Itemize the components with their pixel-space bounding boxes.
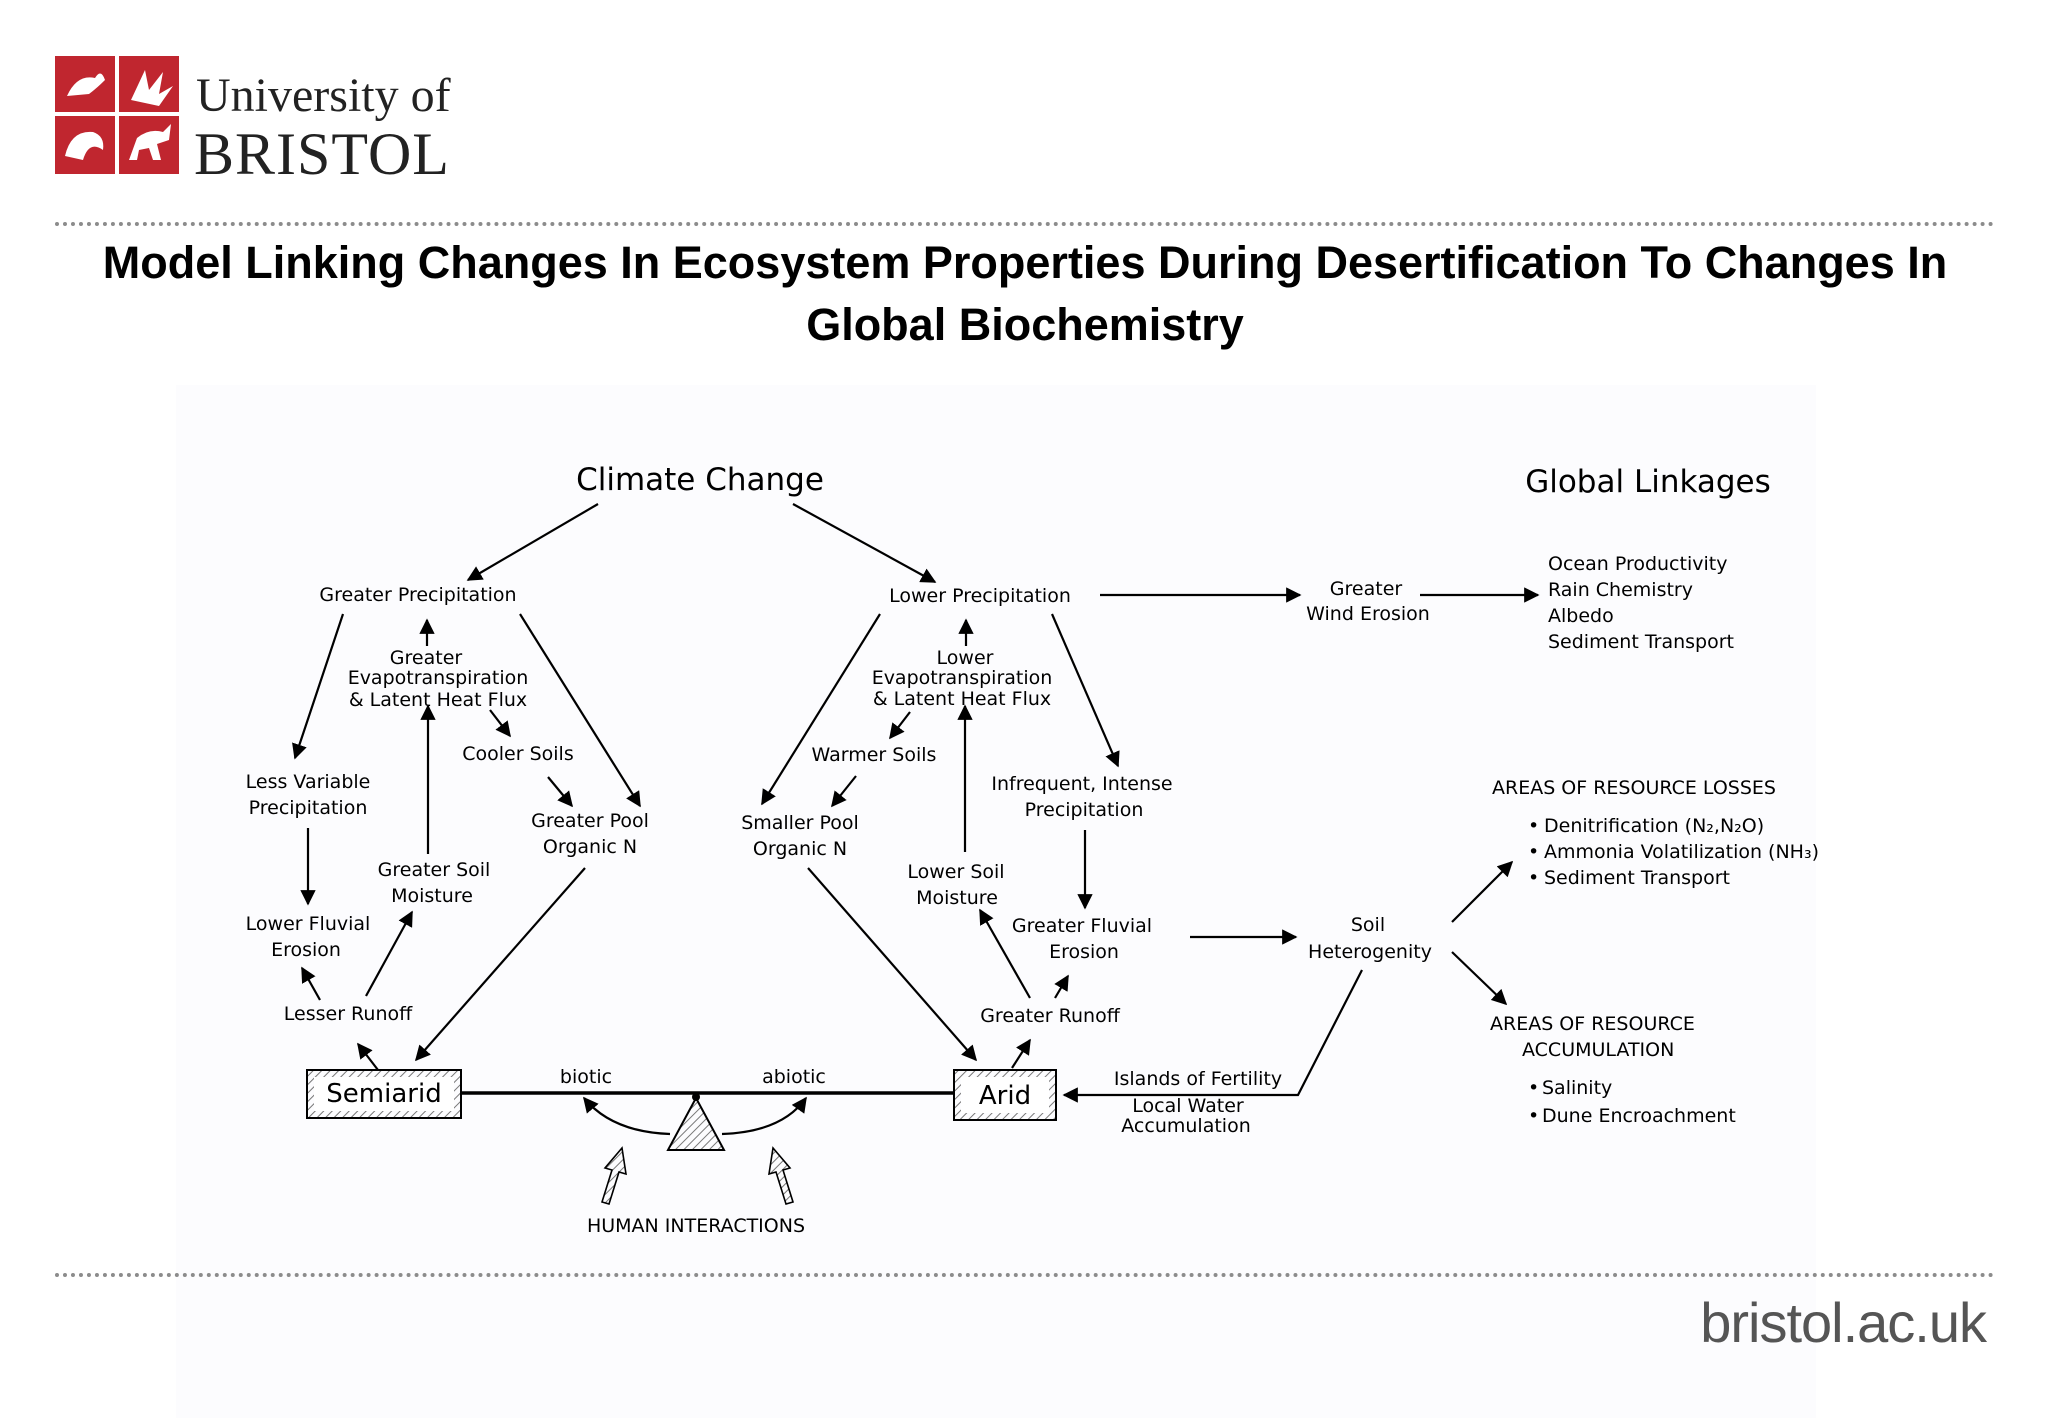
label-lower-soil-moisture-2: Moisture: [916, 887, 998, 909]
arrow-runoff-to-greater-fluvial: [1055, 976, 1068, 998]
label-arid: Arid: [978, 1081, 1032, 1111]
label-greater-soil-moisture-2: Moisture: [391, 885, 473, 907]
label-local-water-1: Local Water: [1132, 1095, 1244, 1117]
label-greater-runoff: Greater Runoff: [980, 1005, 1120, 1027]
label-less-variable-1: Less Variable: [245, 771, 371, 793]
label-cooler-soils: Cooler Soils: [462, 743, 574, 765]
arrow-semiarid-to-runoff: [358, 1044, 378, 1070]
losses-item-bullet-3: •: [1528, 867, 1540, 889]
linkage-albedo: Albedo: [1548, 605, 1614, 627]
label-biotic: biotic: [559, 1066, 613, 1088]
arrow-runoff-to-lower-fluvial: [302, 968, 320, 1000]
label-greater-evapo-2: Evapotranspiration: [347, 667, 529, 689]
label-greater-fluvial-2: Erosion: [1049, 941, 1119, 963]
losses-item-3: Sediment Transport: [1544, 867, 1730, 889]
losses-item-1: Denitrification (N₂,N₂O): [1544, 815, 1765, 837]
human-arrow-right: [769, 1148, 793, 1204]
label-local-water-2: Accumulation: [1121, 1115, 1251, 1137]
label-soil-heterogenity-2: Heterogenity: [1308, 941, 1432, 963]
label-lower-fluvial-1: Lower Fluvial: [245, 913, 371, 935]
logo-text-university: University of: [196, 69, 451, 122]
label-greater-fluvial-1: Greater Fluvial: [1011, 915, 1153, 937]
linkage-ocean-productivity: Ocean Productivity: [1548, 553, 1728, 575]
arrow-pivot-to-semiarid: [584, 1098, 670, 1134]
label-greater-precipitation: Greater Precipitation: [319, 584, 517, 606]
label-lower-soil-moisture-1: Lower Soil: [907, 861, 1005, 883]
arrow-runoff-to-moisture: [366, 912, 412, 996]
label-soil-heterogenity-1: Soil: [1350, 914, 1386, 936]
arrow-soil-to-losses: [1452, 862, 1512, 922]
label-lower-evapo-1: Lower: [936, 647, 994, 669]
label-climate-change: Climate Change: [576, 462, 824, 498]
label-islands-of-fertility: Islands of Fertility: [1113, 1068, 1283, 1090]
accum-item-bullet-2: •: [1528, 1105, 1540, 1127]
label-greater-evapo-1: Greater: [389, 647, 463, 669]
arrow-soil-to-accumulation: [1452, 952, 1506, 1004]
losses-item-bullet-2: •: [1528, 841, 1540, 863]
label-greater-pool-2: Organic N: [542, 836, 638, 858]
losses-item-2: Ammonia Volatilization (NH₃): [1544, 841, 1819, 863]
bottom-divider: [55, 1273, 1995, 1277]
arrow-lower-precip-to-infrequent: [1052, 614, 1118, 766]
label-abiotic: abiotic: [762, 1066, 826, 1088]
fulcrum-triangle: [668, 1098, 724, 1150]
linkage-rain-chemistry: Rain Chemistry: [1548, 579, 1693, 601]
arrow-lower-precip-to-smaller-pool: [762, 614, 880, 804]
label-smaller-pool-1: Smaller Pool: [741, 812, 859, 834]
linkage-sediment-transport: Sediment Transport: [1548, 631, 1734, 653]
losses-item-bullet-1: •: [1528, 815, 1540, 837]
arrow-evapo-to-warmer: [890, 712, 910, 738]
label-lower-evapo-3: & Latent Heat Flux: [872, 688, 1052, 710]
arrow-cooler-to-pool: [548, 777, 572, 806]
label-less-variable-2: Precipitation: [248, 797, 368, 819]
arrow-warmer-to-smaller-pool: [832, 776, 856, 806]
title-line-2: Global Biochemistry: [806, 299, 1244, 350]
accum-item-2: Dune Encroachment: [1542, 1105, 1736, 1127]
label-lesser-runoff: Lesser Runoff: [283, 1003, 413, 1025]
label-greater-wind-erosion-1: Greater: [1329, 578, 1403, 600]
arrow-arid-to-greater-runoff: [1012, 1040, 1030, 1068]
arrow-greater-precip-to-pool: [520, 614, 640, 806]
accum-item-1: Salinity: [1542, 1077, 1613, 1099]
losses-title: AREAS OF RESOURCE LOSSES: [1492, 777, 1776, 799]
label-infrequent-2: Precipitation: [1024, 799, 1144, 821]
accumulation-title-1: AREAS OF RESOURCE: [1490, 1013, 1695, 1035]
label-semiarid: Semiarid: [326, 1079, 442, 1109]
accumulation-title-2: ACCUMULATION: [1522, 1039, 1675, 1061]
logo-text-bristol: BRISTOL: [194, 121, 450, 187]
label-smaller-pool-2: Organic N: [752, 838, 848, 860]
label-infrequent-1: Infrequent, Intense: [991, 773, 1173, 795]
arrow-climate-to-lower-precip: [793, 504, 935, 582]
label-lower-evapo-2: Evapotranspiration: [871, 667, 1053, 689]
title-line-1: Model Linking Changes In Ecosystem Properties During Desertification To Changes In: [102, 237, 1948, 288]
arrow-greater-precip-to-less-variable: [295, 614, 343, 758]
arrow-evapo-to-cooler: [490, 710, 510, 736]
label-warmer-soils: Warmer Soils: [811, 744, 937, 766]
label-lower-fluvial-2: Erosion: [271, 939, 341, 961]
arrow-climate-to-greater-precip: [468, 504, 598, 580]
label-global-linkages: Global Linkages: [1525, 464, 1771, 500]
label-human-interactions: HUMAN INTERACTIONS: [586, 1215, 806, 1237]
label-greater-soil-moisture-1: Greater Soil: [377, 859, 491, 881]
footer-url: bristol.ac.uk: [1700, 1291, 1986, 1354]
label-lower-precipitation: Lower Precipitation: [889, 585, 1071, 607]
human-arrow-left: [602, 1148, 626, 1204]
accum-item-bullet-1: •: [1528, 1077, 1540, 1099]
label-greater-wind-erosion-2: Wind Erosion: [1306, 603, 1430, 625]
label-greater-pool-1: Greater Pool: [531, 810, 649, 832]
label-greater-evapo-3: & Latent Heat Flux: [348, 689, 528, 711]
arrow-pivot-to-arid: [722, 1098, 806, 1134]
